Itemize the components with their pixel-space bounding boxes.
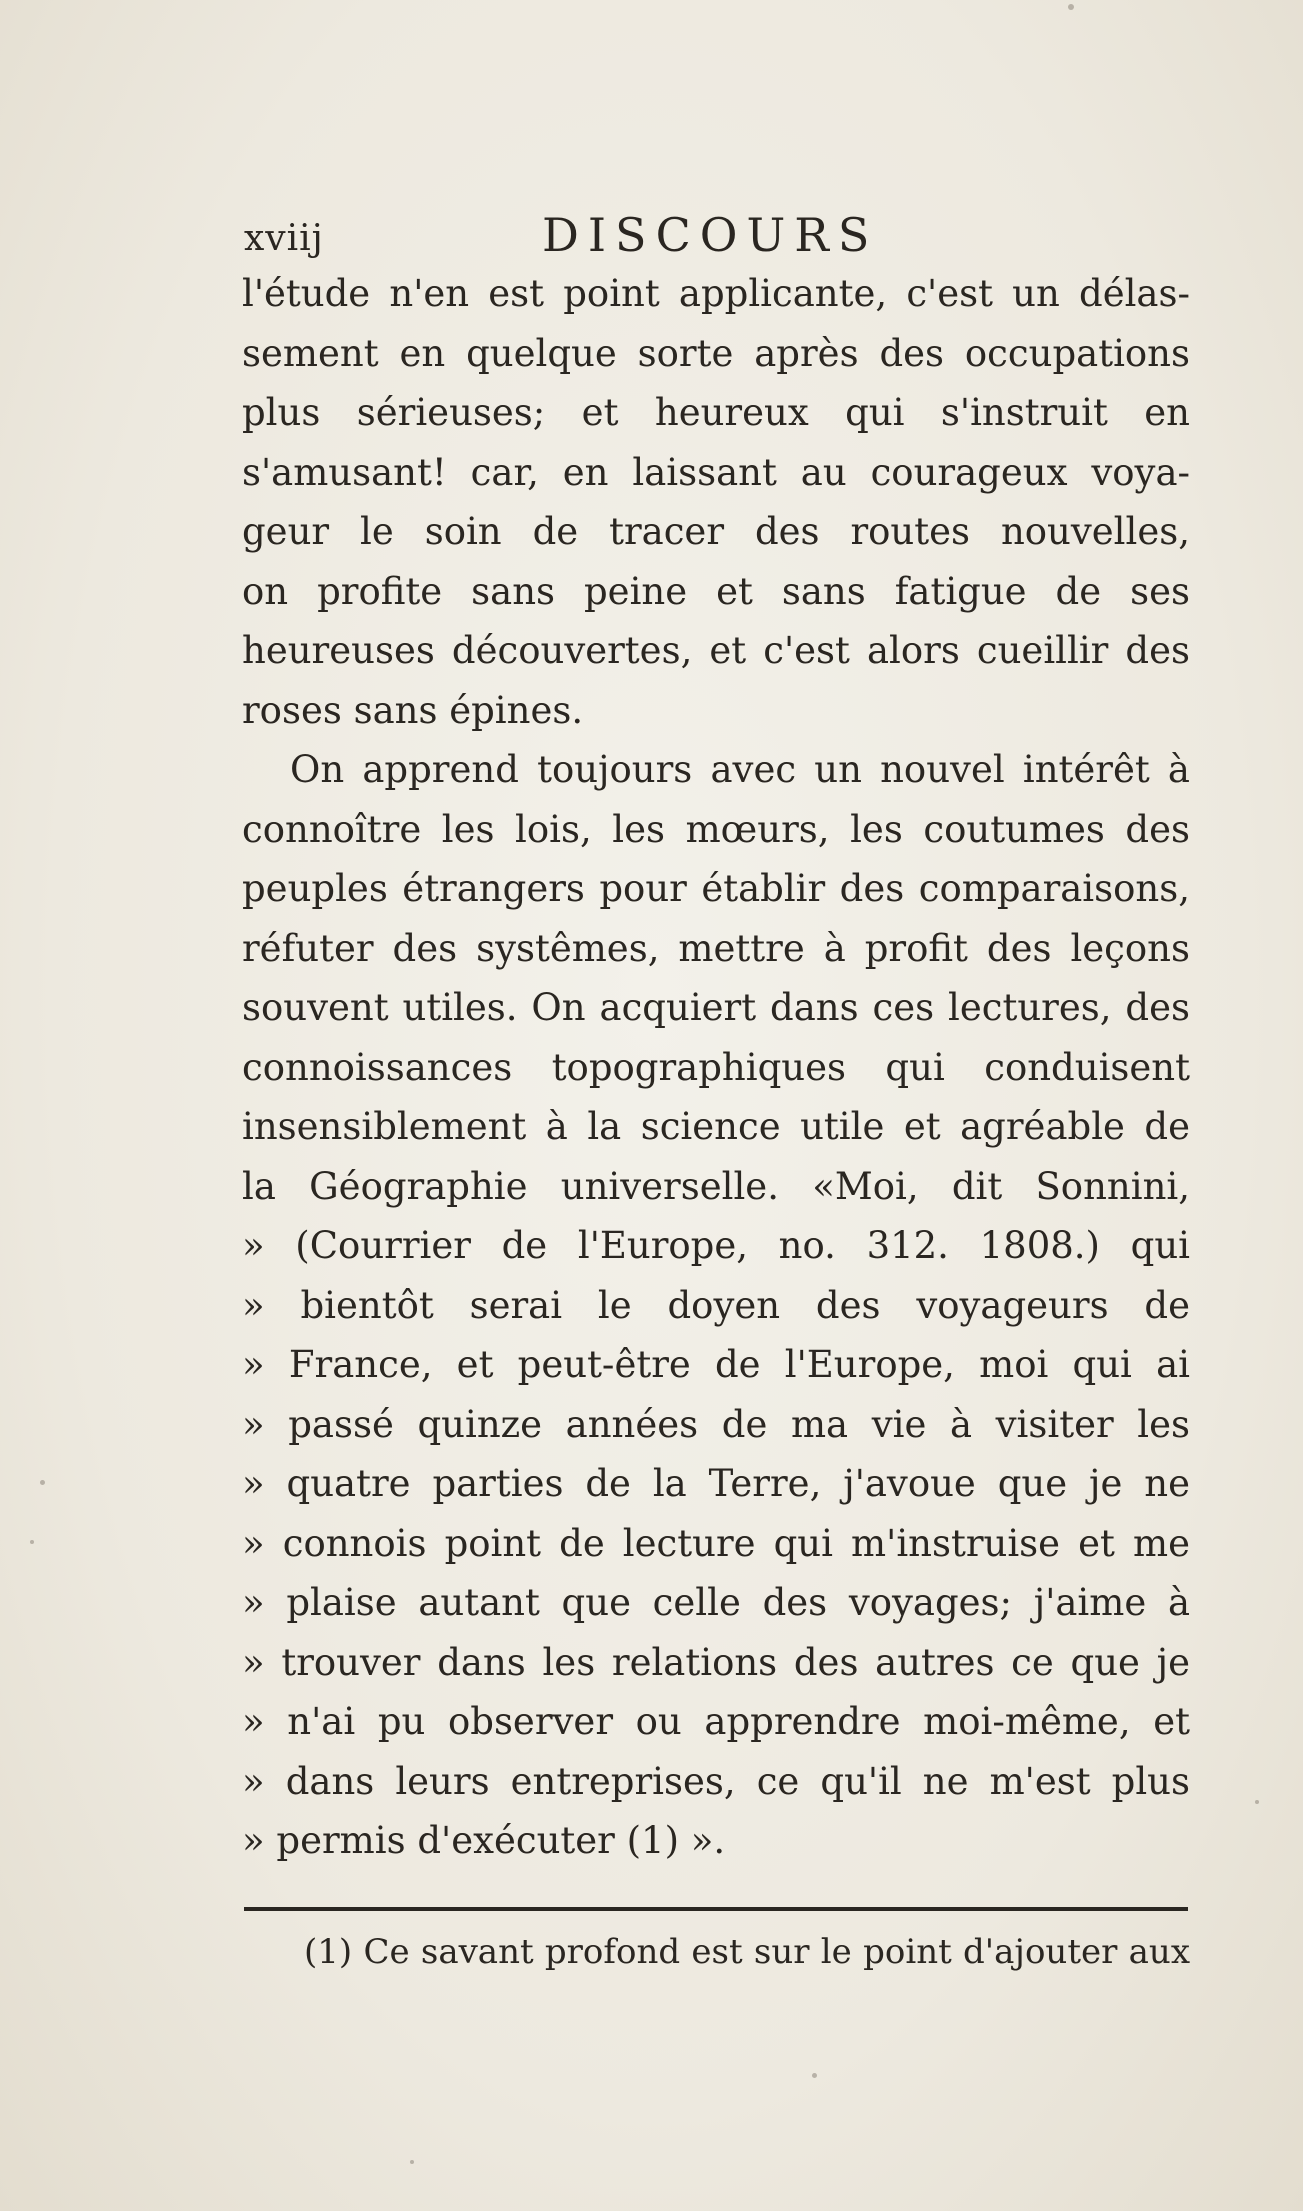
text-line: peuples étrangers pour établir des comparaisons,	[242, 867, 1190, 910]
text-line: connoître les lois, les mœurs, les coutumes des	[242, 807, 1190, 851]
text-line: on profite sans peine et sans fatigue de ses	[242, 569, 1190, 613]
text-line: » (Courrier de l'Europe, no. 312. 1808.) qui	[242, 1224, 1190, 1267]
text-line: plus sérieuses; et heureux qui s'instruit en	[242, 391, 1190, 434]
running-title: DISCOURS	[542, 208, 879, 262]
text-line: sement en quelque sorte après des occupations	[242, 331, 1190, 375]
text-block	[242, 200, 1190, 1977]
text-line: souvent utiles. On acquiert dans ces lectures, des	[242, 986, 1190, 1029]
text-line: la Géographie universelle. «Moi, dit Sonnini,	[242, 1164, 1190, 1208]
text-line: insensiblement à la science utile et agréable de	[242, 1105, 1190, 1148]
text-line: » passé quinze années de ma vie à visiter les	[242, 1402, 1190, 1446]
text-line: roses sans épines.	[242, 688, 584, 732]
text-line: » connois point de lecture qui m'instruise et me	[242, 1521, 1190, 1565]
text-line: » n'ai pu observer ou apprendre moi-même, et	[242, 1700, 1190, 1743]
footnote: (1) Ce savant profond est sur le point d'ajouter aux	[304, 1931, 1190, 1972]
footnote-rule	[244, 1907, 1188, 1911]
text-line: » bientôt serai le doyen des voyageurs de	[242, 1283, 1190, 1327]
text-line: » plaise autant que celle des voyages; j'aime à	[242, 1581, 1190, 1624]
text-line: connoissances topographiques qui conduisent	[242, 1045, 1190, 1089]
text-line: heureuses découvertes, et c'est alors cueillir des	[242, 629, 1190, 672]
text-line: » France, et peut-être de l'Europe, moi qui ai	[242, 1343, 1190, 1386]
text-line: » permis d'exécuter (1) ».	[242, 1819, 726, 1862]
text-line: » dans leurs entreprises, ce qu'il ne m'est plus	[242, 1759, 1190, 1803]
page-number: xviij	[244, 218, 324, 259]
text-line: réfuter des systêmes, mettre à profit des leçons	[242, 926, 1190, 970]
text-line: geur le soin de tracer des routes nouvelles,	[242, 510, 1190, 553]
text-line: » trouver dans les relations des autres ce que je	[242, 1640, 1190, 1684]
text-line: s'amusant! car, en laissant au courageux voya-	[242, 450, 1190, 494]
body-text	[242, 264, 1190, 1871]
text-line: l'étude n'en est point applicante, c'est un délas-	[242, 272, 1190, 315]
text-line: » quatre parties de la Terre, j'avoue que je ne	[242, 1462, 1190, 1505]
running-header	[242, 200, 1190, 264]
text-line: On apprend toujours avec un nouvel intérêt à	[290, 748, 1190, 791]
